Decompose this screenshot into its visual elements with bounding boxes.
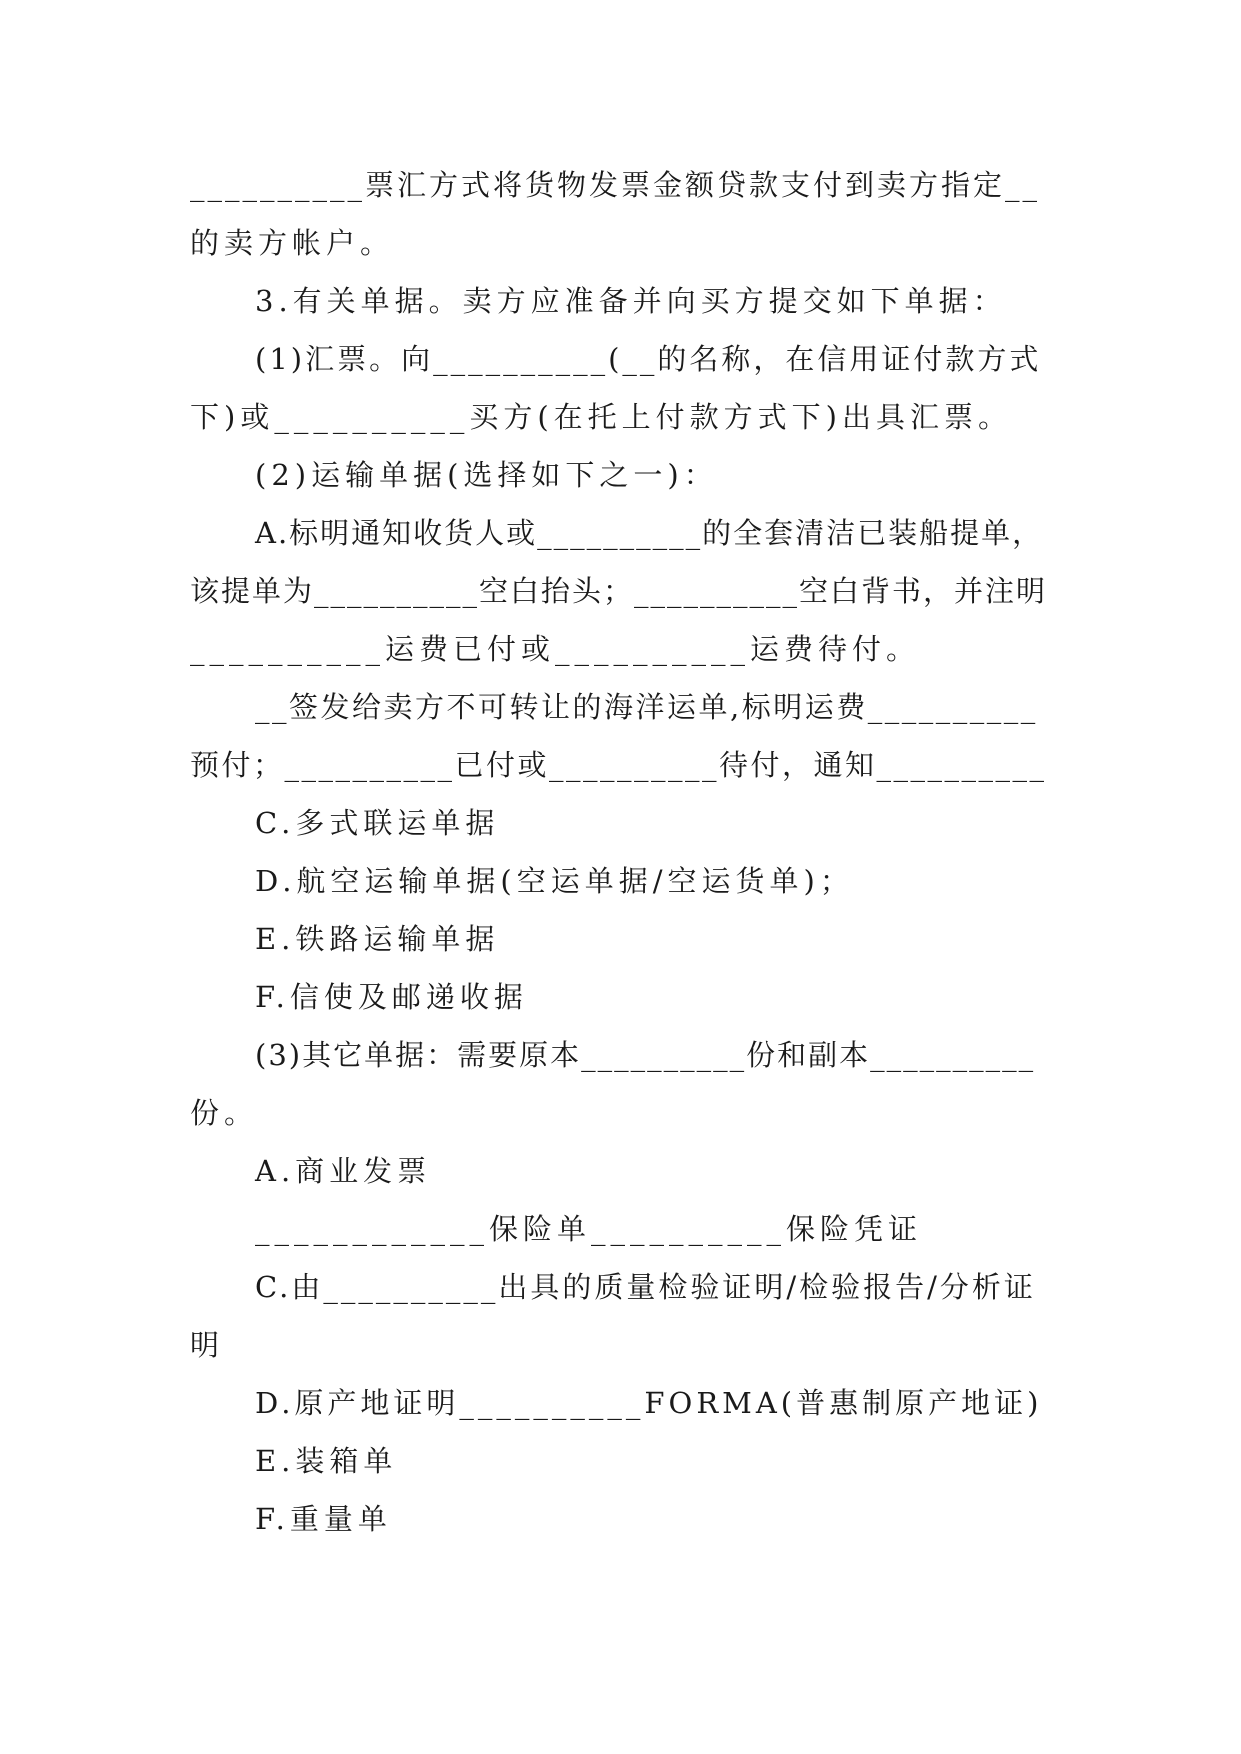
text-line: __签发给卖方不可转让的海洋运单,标明运费__________ (255, 690, 1038, 724)
text-line: __________票汇方式将货物发票金额贷款支付到卖方指定__ (190, 168, 1041, 202)
text-line: F.重量单 (255, 1502, 392, 1536)
text-line: 份。 (190, 1096, 259, 1130)
text-line: (3)其它单据：需要原本__________份和副本__________ (255, 1038, 1036, 1072)
text-line: E.铁路运输单据 (255, 922, 500, 956)
text-line: (1)汇票。向__________(__的名称，在信用证付款方式 (255, 342, 1042, 376)
text-line: (2)运输单据(选择如下之一)： (255, 458, 718, 492)
text-line: ____________保险单__________保险凭证 (255, 1212, 923, 1246)
text-line: 下)或__________买方(在托上付款方式下)出具汇票。 (190, 400, 1012, 434)
text-line: 明 (190, 1328, 225, 1362)
text-line: 3.有关单据。卖方应准备并向买方提交如下单据： (255, 284, 1007, 318)
text-line: 预付；__________已付或__________待付，通知__________ (190, 748, 1047, 782)
text-line: D.航空运输单据(空运单据/空运货单)； (255, 864, 854, 898)
text-line: E.装箱单 (255, 1444, 398, 1478)
text-line: 的卖方帐户。 (190, 226, 395, 260)
text-line: C.多式联运单据 (255, 806, 500, 840)
text-line: 该提单为__________空白抬头；__________空白背书，并注明 (190, 574, 1048, 608)
text-line: D.原产地证明__________FORMA(普惠制原产地证) (255, 1386, 1043, 1420)
text-line: F.信使及邮递收据 (255, 980, 528, 1014)
text-line: A.商业发票 (255, 1154, 432, 1188)
text-line: __________运费已付或__________运费待付。 (190, 632, 921, 666)
text-line: C.由__________出具的质量检验证明/检验报告/分析证 (255, 1270, 1036, 1304)
text-line: A.标明通知收货人或__________的全套清洁已装船提单， (255, 516, 1044, 550)
